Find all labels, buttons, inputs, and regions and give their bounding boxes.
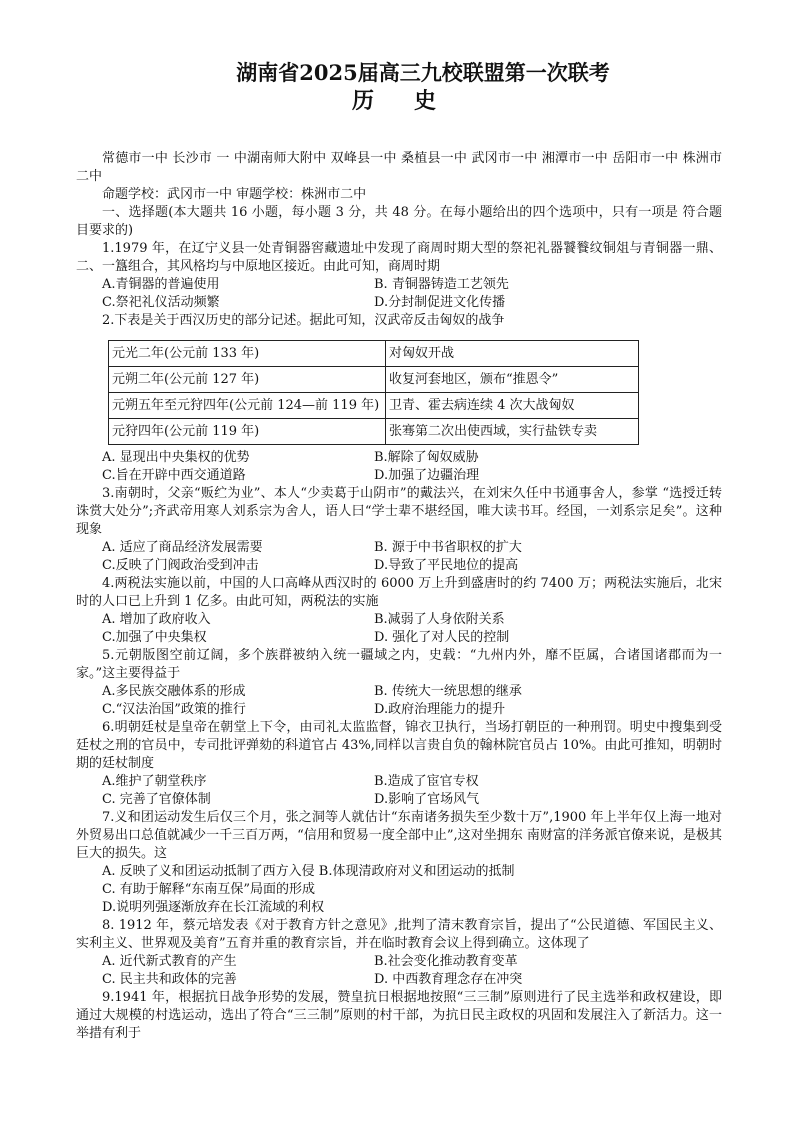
question-6-option-b[interactable]: B.造成了宦官专权 [374, 774, 479, 789]
question-5-options [76, 683, 722, 719]
table-cell-date: 元光二年(公元前 133 年) [109, 341, 386, 367]
table-row [109, 393, 639, 419]
table-cell-date: 元狩四年(公元前 119 年) [109, 419, 386, 445]
question-7-stem: 7.义和团运动发生后仅三个月，张之洞等人就估计“东南诸务损失至少数十万”,1900 年上半年仅上海一地对外贸易出口总值就减少一千三百万两，“信用和贸易一度全部中止”,这对坐拥东 南财富的洋务派官僚来说，是极其巨大的损失。这 [76, 810, 722, 861]
question-2-option-b[interactable]: B.解除了匈奴威胁 [374, 450, 479, 465]
question-1-stem: 1.1979 年，在辽宁义县一处青铜器窖藏遗址中发现了商周时期大型的祭祀礼器饕餮纹铜俎与青铜器一鼎、二、一簋组合，其风格均与中原地区接近。由此可知，商周时期 [76, 241, 722, 274]
question-8-option-d[interactable]: D. 中西教育理念存在冲突 [374, 972, 523, 987]
question-8-options [76, 953, 722, 989]
question-7-option-c[interactable]: C. 有助于解释“东南互保”局面的形成 [102, 882, 316, 897]
question-2-options [76, 449, 722, 485]
question-6-option-d[interactable]: D.影响了官场风气 [374, 792, 480, 807]
question-8-option-b[interactable]: B.社会变化推动教育变革 [374, 954, 518, 969]
table-cell-event: 张骞第二次出使西域，实行盐铁专卖 [386, 419, 639, 445]
question-3-stem: 3.南朝时，父亲“贩纻为业”、本人“少卖葛于山阴市”的戴法兴，在刘宋久任中书通事舍人，参掌 “选授迁转诛赏大处分”;齐武帝用寒人刘系宗为舍人，语人曰“学士辈不堪经国，唯大读书耳。经国，一刘系宗足矣”。这种现象 [76, 486, 722, 537]
question-1-options [76, 276, 722, 312]
table-row [109, 419, 639, 445]
setter-schools: 命题学校：武冈市一中 审题学校：株洲市二中 [102, 187, 367, 202]
question-3-option-a[interactable]: A. 适应了商品经济发展需要 [102, 540, 263, 555]
question-2-option-d[interactable]: D.加强了边疆治理 [374, 468, 480, 483]
question-5-option-d[interactable]: D.政府治理能力的提升 [374, 702, 506, 717]
question-6-option-a[interactable]: A.维护了朝堂秩序 [102, 774, 207, 789]
question-4-option-b[interactable]: B.减弱了人身依附关系 [374, 612, 505, 627]
question-4-option-c[interactable]: C.加强了中央集权 [102, 630, 207, 645]
question-6-stem: 6.明朝廷杖是皇帝在朝堂上下令，由司礼太监监督，锦衣卫执行，当场打朝臣的一种刑罚。明史中搜集到受廷杖之刑的官员中，专司批评弹劾的科道官占 43%,同样以言贵自负的翰林院官员占 10%。由此可推知，明朝时期的廷杖制度 [76, 720, 722, 771]
question-5-stem: 5.元朝版图空前辽阔，多个族群被纳入统一疆域之内，史载：“九州内外，靡不臣属，合诸国诸郡而为一家。”这主要得益于 [76, 648, 722, 681]
question-6-option-c[interactable]: C. 完善了官僚体制 [102, 792, 211, 807]
question-9-stem: 9.1941 年，根据抗日战争形势的发展，赞皇抗日根据地按照“三三制”原则进行了民主选举和政权建设，即通过大规模的村选运动，选出了符合“三三制”原则的村干部，为抗日民主政权的巩固和发展注入了新活力。这一举措有利于 [76, 990, 722, 1041]
question-6-options [76, 773, 722, 809]
table-cell-date: 元朔二年(公元前 127 年) [109, 367, 386, 393]
question-4-options [76, 611, 722, 647]
participating-schools: 常德市一中 长沙市 一 中湖南师大附中 双峰县一中 桑植县一中 武冈市一中 湘潭市一中 岳阳市一中 株洲市二中 [76, 151, 722, 184]
table-cell-event: 卫青、霍去病连续 4 次大战匈奴 [386, 393, 639, 419]
history-table [108, 340, 639, 445]
question-7-options [76, 863, 722, 917]
question-1-option-b[interactable]: B. 青铜器铸造工艺领先 [374, 277, 509, 292]
question-2-option-c[interactable]: C.旨在开辟中西交通道路 [102, 468, 246, 483]
exam-title: 湖南省2025届高三九校联盟第一次联考 [236, 60, 610, 85]
exam-content [76, 150, 722, 1043]
question-4-stem: 4.两税法实施以前，中国的人口高峰从西汉时的 6000 万上升到盛唐时的约 7400 万；两税法实施后，北宋时的人口已上升到 1 亿多。由此可知，两税法的实施 [76, 576, 722, 609]
question-7-option-d[interactable]: D.说明列强逐渐放弃在长江流域的利权 [102, 900, 325, 915]
question-5-option-c[interactable]: C.“汉法治国”政策的推行 [102, 702, 246, 717]
question-8-stem: 8. 1912 年，蔡元培发表《对于教育方针之意见》,批判了清末教育宗旨，提出了“公民道德、军国民主义、实利主义、世界观及美育”五育并重的教育宗旨，并在临时教育会议上得到确立。这体现了 [76, 918, 722, 951]
question-7-option-b[interactable]: B.体现清政府对义和团运动的抵制 [318, 864, 515, 879]
question-1-option-c[interactable]: C.祭祀礼仪活动频繁 [102, 295, 220, 310]
question-8-option-a[interactable]: A. 近代新式教育的产生 [102, 954, 237, 969]
question-3-option-d[interactable]: D.导致了平民地位的提高 [374, 558, 519, 573]
question-5-option-b[interactable]: B. 传统大一统思想的继承 [374, 684, 522, 699]
question-3-option-c[interactable]: C.反映了门阀政治受到冲击 [102, 558, 259, 573]
subject-title: 历史 [351, 88, 476, 114]
table-cell-event: 收复河套地区，颁布“推恩令” [386, 367, 639, 393]
question-1-option-d[interactable]: D.分封制促进文化传播 [374, 295, 506, 310]
question-5-option-a[interactable]: A.多民族交融体系的形成 [102, 684, 246, 699]
question-4-option-a[interactable]: A. 增加了政府收入 [102, 612, 211, 627]
question-4-option-d[interactable]: D. 强化了对人民的控制 [374, 630, 510, 645]
section-heading: 一、选择题(本大题共 16 小题，每小题 3 分，共 48 分。在每小题给出的四个选项中，只有一项是 符合题目要求的) [76, 205, 722, 238]
table-cell-event: 对匈奴开战 [386, 341, 639, 367]
question-3-options [76, 539, 722, 575]
table-row [109, 367, 639, 393]
question-1-option-a[interactable]: A.青铜器的普遍使用 [102, 277, 220, 292]
question-7-option-a[interactable]: A. 反映了义和团运动抵制了西方入侵 [102, 864, 315, 879]
question-2-option-a[interactable]: A. 显现出中央集权的优势 [102, 450, 250, 465]
question-3-option-b[interactable]: B. 源于中书省职权的扩大 [374, 540, 522, 555]
table-cell-date: 元朔五年至元狩四年(公元前 124—前 119 年) [109, 393, 386, 419]
table-row [109, 341, 639, 367]
question-8-option-c[interactable]: C. 民主共和政体的完善 [102, 972, 237, 987]
question-2-stem: 2.下表是关于西汉历史的部分记述。据此可知，汉武帝反击匈奴的战争 [102, 313, 505, 328]
